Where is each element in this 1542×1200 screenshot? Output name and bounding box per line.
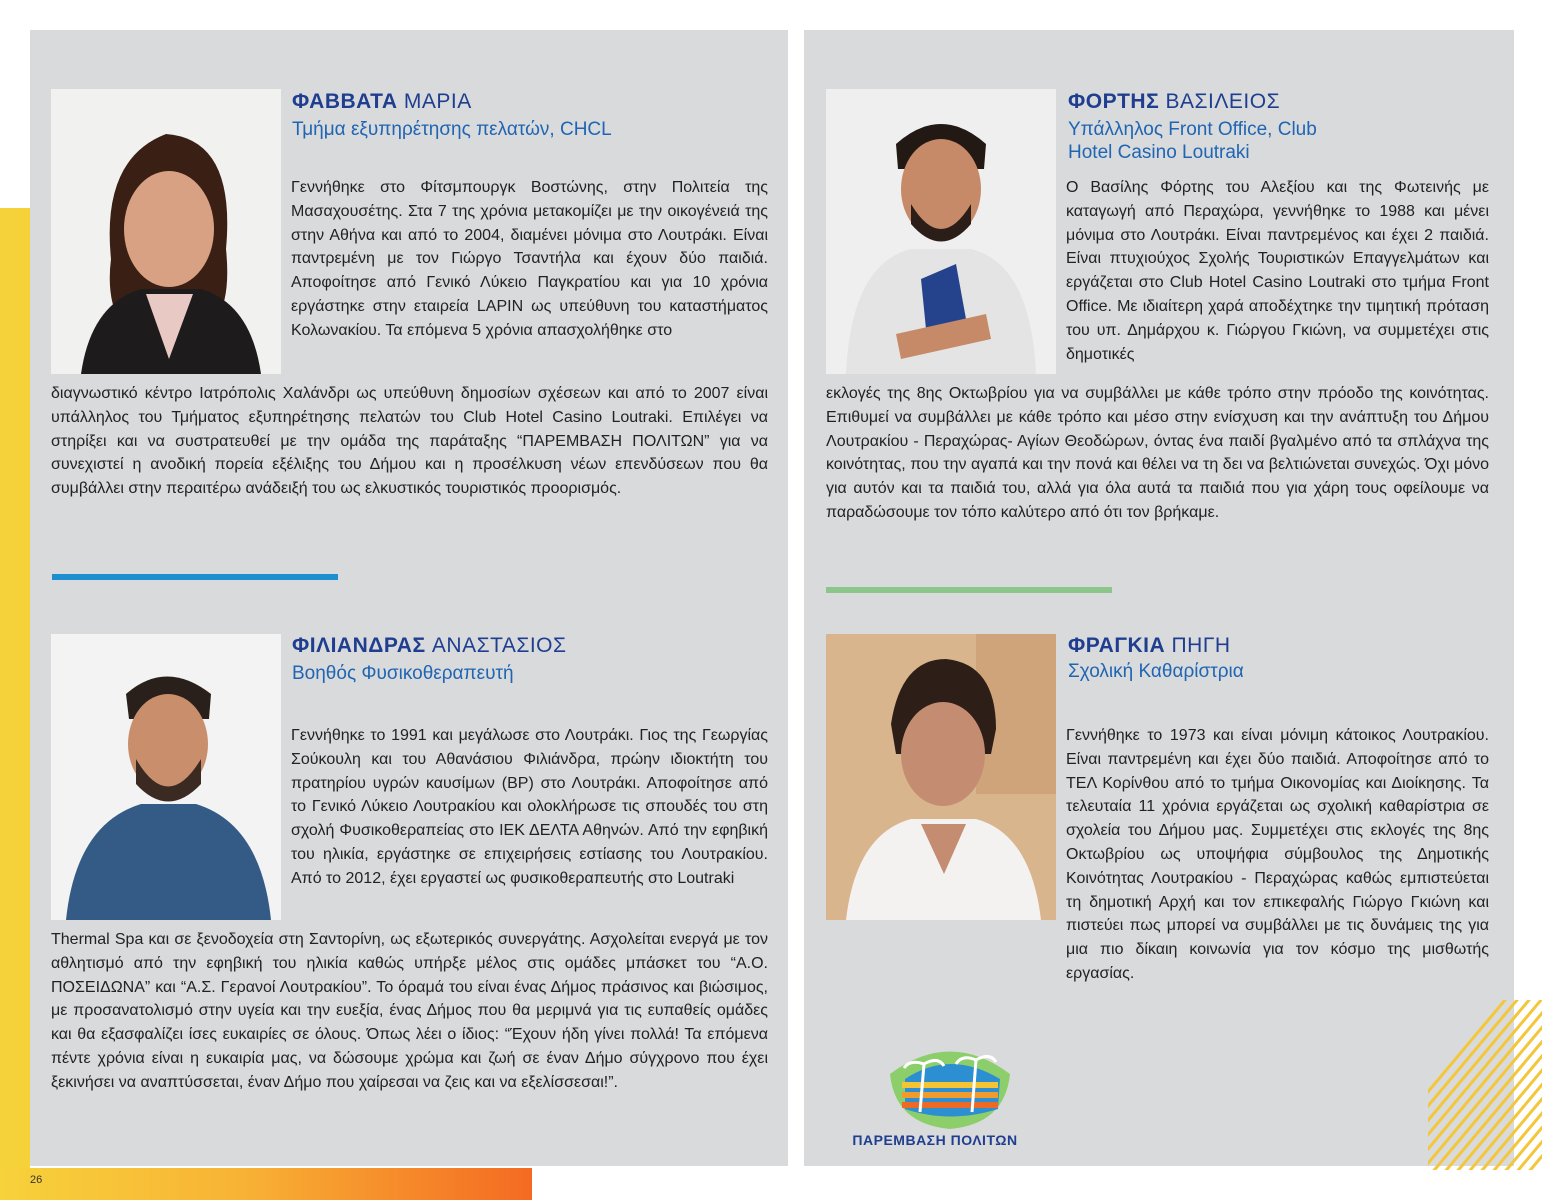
portrait-photo	[51, 89, 281, 374]
palm-beach-logo-icon	[880, 1034, 1020, 1134]
bio-top: Γεννήθηκε το 1991 και μεγάλωσε στο Λουτράκι. Γιος της Γεωργίας Σούκουλη και του Αθανάσιου Φιλιάνδρα, πρώην ιδιοκτήτη του πρατηρίου υγρών καυσίμων (BP) στο Λουτράκι. Αποφοίτησε από το Γενικό Λύκειο Λουτρακίου και ολοκλήρωσε τις σπουδές του στη σχολή Φυσικοθεραπείας στο ΙΕΚ ΔΕΛΤΑ Αθηνών. Από την εφηβική του ηλικία, εργάστηκε σε επιχειρήσεις εστίασης του Λουτρακίου. Από το 2012, έχει εργαστεί ως φυσικοθεραπευτής στο Loutraki	[291, 727, 768, 887]
logo-text: ΠΑΡΕΜΒΑΣΗ ΠΟΛΙΤΩΝ	[852, 1132, 1018, 1148]
bio-bottom: διαγνωστικό κέντρο Ιατρόπολις Χαλάνδρι ως υπεύθυνη δημοσίων σχέσεων και από το 2007 είναι υπάλληλος του Τμήματος εξυπηρέτησης πελατών του Club Hotel Casino Loutraki. Επιλέγει να στηρίξει και να συστρατευθεί με την ομάδα της παράταξης “ΠΑΡΕΜΒΑΣΗ ΠΟΛΙΤΩΝ” για να συνεχιστεί η ανοδική πορεία εξέλιξης του Δήμου και η προσέλκυση νέων επενδύσεων που θα συμβάλλει στην περαιτέρω ανάδειξή του ως ελκυστικός τουριστικός προορισμός.	[51, 385, 768, 498]
surname: ΦΑΒΒΑΤΑ	[292, 90, 398, 113]
bio-bottom: εκλογές της 8ης Οκτωβρίου για να συμβάλλει με κάθε τρόπο στην πρόοδο της κοινότητας. Επιθυμεί να συμβάλλει με κάθε τρόπο και μέσο στην ενίσχυση και την ανάπτυξη του Δήμου Λουτρακίου - Περαχώρας- Αγίων Θεοδώρων, όντας ένα παιδί βγαλμένο από τα σπλάχνα της κοινότητας, που την αγαπά και την πονά και θέλει να τη δει να βελτιώνεται συνεχώς. Όχι μόνο για αυτόν και τα παιδιά του, αλλά για όλα αυτά τα παιδιά που για χάρη τους οφείλουμε να παραδώσουμε τον τόπο καλύτερο από ότι τον βρήκαμε.	[826, 385, 1489, 521]
candidate-role: Τμήμα εξυπηρέτησης πελατών, CHCL	[292, 119, 612, 140]
portrait-woman-icon	[51, 89, 281, 374]
page-number: 26	[30, 1174, 43, 1186]
bottom-gradient-bar	[0, 1168, 532, 1200]
yellow-side-strip	[0, 208, 30, 1200]
portrait-photo	[826, 634, 1056, 920]
bio-top: Ο Βασίλης Φόρτης του Αλεξίου και της Φωτεινής με καταγωγή από Περαχώρα, γεννήθηκε το 1988 και μένει μόνιμα στο Λουτράκι. Είναι παντρεμένος και έχει 2 παιδιά. Είναι πτυχιούχος Σχολής Τουριστικών Επαγγελμάτων και εργάζεται στο Club Hotel Casino Loutraki στο τμήμα Front Office. Με ιδιαίτερη χαρά αποδέχτηκε την τιμητική πρόταση του υπ. Δημάρχου κ. Γιώργου Γκιώνη, να συμμετέχει στις δημοτικές	[1066, 179, 1489, 363]
surname: ΦΙΛΙΑΝΔΡΑΣ	[292, 634, 426, 657]
decorative-stripes	[1428, 1000, 1542, 1170]
portrait-photo	[826, 89, 1056, 374]
portrait-woman-icon	[826, 634, 1056, 920]
surname: ΦΟΡΤΗΣ	[1068, 90, 1160, 113]
candidate-name	[292, 90, 472, 114]
divider-line	[826, 587, 1112, 593]
divider-line	[52, 574, 338, 580]
given-name: ΠΗΓΗ	[1171, 634, 1231, 657]
given-name: ΜΑΡΙΑ	[403, 90, 472, 113]
portrait-man-icon	[826, 89, 1056, 374]
bio-bottom: Thermal Spa και σε ξενοδοχεία στη Σαντορίνη, ως εξωτερικός συνεργάτης. Ασχολείται ενεργά με τον αθλητισμό από την εφηβική του ηλικία καθώς υπήρξε μέλος στις ομάδες μπάσκετ του “Α.Ο. ΠΟΣΕΙΔΩΝΑ” και “Α.Σ. Γερανοί Λουτρακίου”. Το όραμά του είναι ένας Δήμος πράσινος και βιώσιμος, με προσανατολισμό στην υγεία και την ευεξία, ένας Δήμος που θα μεριμνά για τις ευπαθείς ομάδες και θα εξασφαλίζει ίσες ευκαιρίες σε όλους. Όπως λέει ο ίδιος: “Έχουν ήδη γίνει πολλά! Τα επόμενα πέντε χρόνια είναι η ευκαιρία μας, να δώσουμε χρώμα και ζωή σε έναν Δήμο σύγχρονο που έχει ξεκινήσει να αναπτύσσεται, έναν Δήμο που χαίρεσαι να ζεις και να εξελίσσεσαι!”.	[51, 931, 768, 1091]
bio-top: Γεννήθηκε στο Φίτσμπουργκ Βοστώνης, στην Πολιτεία της Μασαχουσέτης. Στα 7 της χρόνια μετακομίζει με την οικογένειά της στην Αθήνα και από το 2004, διαμένει μόνιμα στο Λουτράκι. Είναι παντρεμένη με τον Γιώργο Τσαντήλα και έχουν δύο παιδιά. Αποφοίτησε από Γενικό Λύκειο Παγκρατίου και για 10 χρόνια εργάστηκε στην εταιρεία LAPIN ως υπεύθυνη του καταστήματος Κολωνακίου. Τα επόμενα 5 χρόνια απασχολήθηκε στο	[291, 179, 768, 339]
given-name: ΒΑΣΙΛΕΙΟΣ	[1165, 90, 1281, 113]
candidate-name	[1068, 634, 1231, 658]
candidate-name	[1068, 90, 1280, 114]
portrait-man-icon	[51, 634, 281, 920]
bio-text: Γεννήθηκε το 1973 και είναι μόνιμη κάτοικος Λουτρακίου. Είναι παντρεμένη και έχει δύο παιδιά. Αποφοίτησε από το ΤΕΛ Κορίνθου από το τμήμα Οικονομίας και Διοίκησης. Τα τελευταία 11 χρόνια εργάζεται ως σχολική καθαρίστρια σε σχολεία του Δήμου μας. Συμμετέχει στις εκλογές της 8ης Οκτωβρίου ως υποψήφια σύμβουλος της Δημοτικής Κοινότητας Λουτρακίου - Περαχώρας καθώς εμπιστεύεται τη δημοτική Αρχή και τον επικεφαλής Γιώργο Γκιώνη και πιστεύει πως μπορεί να συμβάλλει με τις δυνάμεις της για μια πιο δίκαιη κοινωνία για τον κόσμο της μισθωτής εργασίας.	[1066, 727, 1489, 982]
given-name: ΑΝΑΣΤΑΣΙΟΣ	[431, 634, 567, 657]
surname: ΦΡΑΓΚΙΑ	[1068, 634, 1166, 657]
portrait-photo	[51, 634, 281, 920]
candidate-name	[292, 634, 566, 658]
candidate-role: Σχολική Καθαρίστρια	[1068, 661, 1244, 682]
candidate-role: Βοηθός Φυσικοθεραπευτή	[292, 663, 514, 684]
party-logo	[880, 1034, 1020, 1134]
candidate-role: Υπάλληλος Front Office, Club Hotel Casino Loutraki	[1068, 119, 1317, 163]
